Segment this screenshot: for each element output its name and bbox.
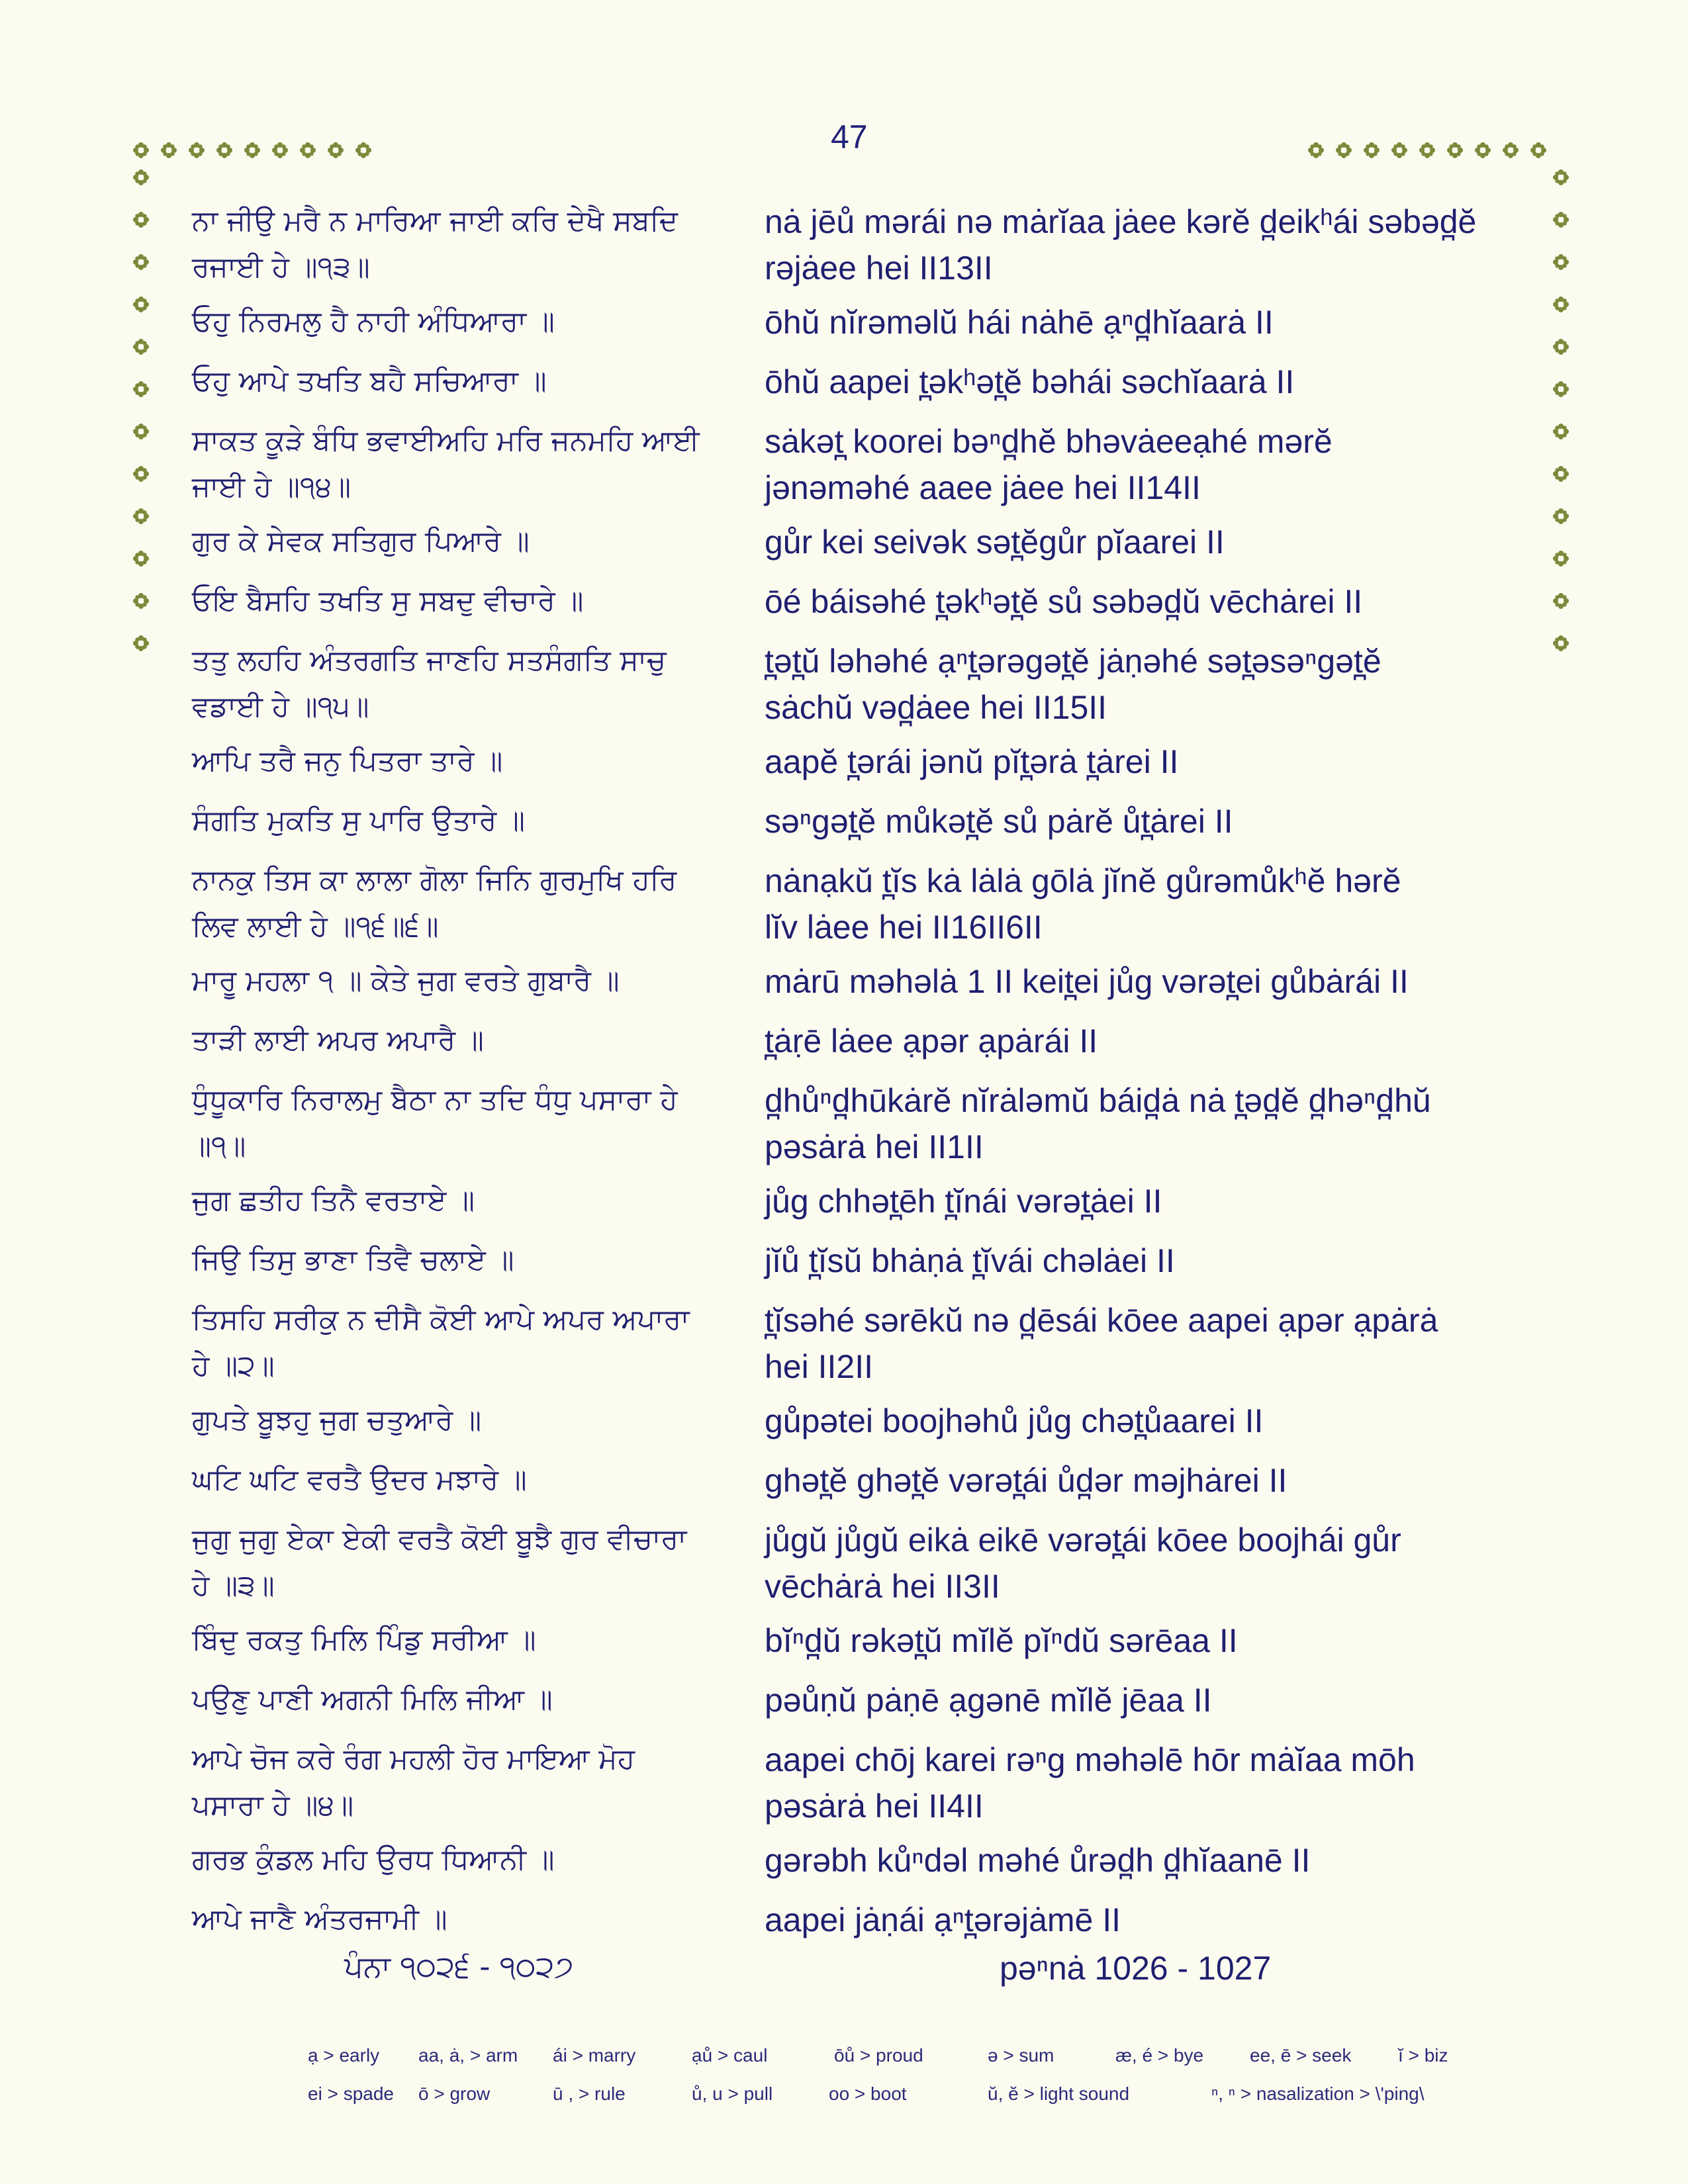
roman-line: lĭv lȧee hei II16II6II (765, 909, 1043, 946)
roman-line: nȧ jēů mərái nə mȧrĭaa jȧee kərĕ d̪eikʰái səbəd̪ĕ (765, 203, 1477, 240)
roman-line: jůg chhət̪ēh t̪ĭnái vərət̪ȧei II (765, 1183, 1162, 1220)
legend-item: æ, é > bye (1115, 2045, 1204, 2066)
roman-line: aapei jȧṇái ạⁿt̪ərəjȧmē II (765, 1901, 1121, 1938)
gurmukhi-line: ਜਾਈ ਹੇ ॥੧੪॥ (192, 471, 352, 504)
gurmukhi-line: ਓਇ ਬੈਸਹਿ ਤਖਤਿ ਸੁ ਸਬਦੁ ਵੀਚਾਰੇ ॥ (192, 584, 584, 617)
roman-line: səⁿgət̪ĕ můkət̪ĕ sů pȧrĕ ůt̪ȧrei II (765, 803, 1233, 840)
gurmukhi-line: ਜਿਉ ਤਿਸੁ ਭਾਣਾ ਤਿਵੈ ਚਲਾਏ ॥ (192, 1244, 514, 1277)
page-number: 47 (831, 118, 868, 156)
roman-line: rəjȧee hei II13II (765, 250, 993, 287)
gurmukhi-line: ਪਸਾਰਾ ਹੇ ॥੪॥ (192, 1789, 354, 1822)
roman-line: jůgŭ jůgŭ eikȧ eikē vərət̪ái kōee boojhái gůr (765, 1522, 1401, 1559)
gurmukhi-line: ਗਰਭ ਕੁੰਡਲ ਮਹਿ ਉਰਧ ਧਿਆਨੀ ॥ (192, 1843, 555, 1876)
legend-item: ạů > caul (692, 2045, 768, 2066)
gurmukhi-line: ਗੁਰ ਕੇ ਸੇਵਕ ਸਤਿਗੁਰ ਪਿਆਰੇ ॥ (192, 525, 530, 558)
legend-item: aa, ȧ, > arm (418, 2045, 518, 2066)
gurmukhi-line: ਬਿੰਦੁ ਰਕਤੁ ਮਿਲਿ ਪਿੰਡੁ ਸਰੀਆ ॥ (192, 1623, 536, 1657)
gurmukhi-line: ਜੁਗ ਛਤੀਹ ਤਿਨੈ ਵਰਤਾਏ ॥ (192, 1184, 475, 1217)
gurmukhi-line: ਸੰਗਤਿ ਮੁਕਤਿ ਸੁ ਪਾਰਿ ਉਤਾਰੇ ॥ (192, 804, 525, 837)
roman-line: ōé báisəhé t̪əkʰət̪ĕ sů səbəd̪ŭ vēchȧrei II (765, 583, 1363, 620)
page-reference-gurmukhi: ਪੰਨਾ ੧੦੨੬ - ੧੦੨੭ (344, 1949, 574, 1984)
gurmukhi-line: ਓਹੁ ਨਿਰਮਲੁ ਹੈ ਨਾਹੀ ਅੰਧਿਆਰਾ ॥ (192, 305, 555, 338)
legend-item: ə > sum (988, 2045, 1055, 2066)
gurmukhi-line: ਓਹੁ ਆਪੇ ਤਖਤਿ ਬਹੈ ਸਚਿਆਰਾ ॥ (192, 365, 547, 398)
roman-line: jənəməhé aaee jȧee hei II14II (765, 469, 1201, 506)
roman-line: jĭů t̪ĭsŭ bhȧṇȧ t̪ĭvái chəlȧei II (765, 1242, 1175, 1279)
roman-line: ōhŭ nĭrəməlŭ hái nȧhē ạⁿd̪hĭaarȧ II (765, 304, 1274, 341)
gurmukhi-line: ਤਾੜੀ ਲਾਈ ਅਪਰ ਅਪਾਰੈ ॥ (192, 1024, 484, 1057)
roman-line: sȧkət̪ koorei bəⁿd̪hĕ bhəvȧeeạhé mərĕ (765, 423, 1333, 460)
legend-item: ái > marry (553, 2045, 636, 2066)
gurmukhi-line: ॥੧॥ (192, 1130, 246, 1163)
roman-line: pəsȧrȧ hei II1II (765, 1128, 984, 1165)
legend-item: ạ > early (308, 2045, 380, 2066)
roman-line: aapei chōj karei rəⁿg məhəlē hōr mȧĭaa mōh (765, 1741, 1415, 1778)
roman-line: pəsȧrȧ hei II4II (765, 1788, 984, 1825)
roman-line: gůpətei boojhəhů jůg chət̪ůaarei II (765, 1402, 1264, 1439)
gurmukhi-line: ਤਤੁ ਲਹਹਿ ਅੰਤਰਗਤਿ ਜਾਣਹਿ ਸਤਸੰਗਤਿ ਸਾਚੁ (192, 644, 667, 677)
page-reference-roman: pəⁿnȧ 1026 - 1027 (1000, 1950, 1272, 1987)
roman-line: ōhŭ aapei t̪əkʰət̪ĕ bəhái səchĭaarȧ II (765, 363, 1295, 400)
gurmukhi-line: ਗੁਪਤੇ ਬੂਝਹੁ ਜੁਗ ਚਤੁਆਰੇ ॥ (192, 1404, 482, 1437)
gurmukhi-line: ਧੁੰਧੂਕਾਰਿ ਨਿਰਾਲਮੁ ਬੈਠਾ ਨਾ ਤਦਿ ਧੰਧੁ ਪਸਾਰਾ ਹੇ (192, 1083, 678, 1116)
roman-line: gərəbh kůⁿdəl məhé ůrəd̪h d̪hĭaanē II (765, 1842, 1311, 1879)
roman-line: bĭⁿd̪ŭ rəkət̪ŭ mĭlĕ pĭⁿdŭ sərēaa II (765, 1622, 1238, 1659)
legend-item: ĭ > biz (1398, 2045, 1448, 2066)
roman-line: aapĕ t̪ərái jənŭ pĭt̪ərȧ t̪ȧrei II (765, 743, 1179, 780)
legend-item: ů, u > pull (692, 2083, 773, 2104)
gurmukhi-line: ਨਾਨਕੁ ਤਿਸ ਕਾ ਲਾਲਾ ਗੋਲਾ ਜਿਨਿ ਗੁਰਮੁਖਿ ਹਰਿ (192, 864, 677, 897)
legend-item: ū , > rule (553, 2083, 626, 2104)
legend-item: ō > grow (418, 2083, 491, 2104)
roman-line: nȧnạkŭ t̪ĭs kȧ lȧlȧ gōlȧ jĭnĕ gůrəmůkʰĕ hərĕ (765, 862, 1401, 899)
roman-line: ghət̪ĕ ghət̪ĕ vərət̪ái ůd̪ər məjhȧrei II (765, 1462, 1288, 1499)
gurmukhi-line: ਆਪੇ ਜਾਣੈ ਅੰਤਰਜਾਮੀ ॥ (192, 1903, 447, 1936)
roman-line: d̪hůⁿd̪hūkȧrĕ nĭrȧləmŭ báid̪ȧ nȧ t̪əd̪ĕ d̪həⁿd̪hŭ (765, 1082, 1431, 1119)
roman-line: pəůṇŭ pȧṇē ạgənē mĭlĕ jēaa II (765, 1682, 1212, 1719)
gurmukhi-line: ਹੇ ॥੩॥ (192, 1569, 275, 1602)
gurmukhi-line: ਆਪੇ ਚੋਜ ਕਰੇ ਰੰਗ ਮਹਲੀ ਹੋਰ ਮਾਇਆ ਮੋਹ (192, 1743, 635, 1776)
gurmukhi-line: ਰਜਾਈ ਹੇ ॥੧੩॥ (192, 251, 370, 284)
legend-item: ōů > proud (834, 2045, 923, 2066)
roman-line: mȧrū məhəlȧ 1 II keit̪ei jůg vərət̪ei gůbȧrái II (765, 963, 1409, 1000)
legend-item: ei > spade (308, 2083, 394, 2104)
legend-item: oo > boot (829, 2083, 907, 2104)
roman-line: t̪ĭsəhé sərēkŭ nə d̪ēsái kōee aapei ạpər ạpȧrȧ (765, 1302, 1438, 1339)
gurmukhi-line: ਘਟਿ ਘਟਿ ਵਰਤੈ ਉਦਰ ਮਝਾਰੇ ॥ (192, 1463, 527, 1496)
legend-item: ŭ, ĕ > light sound (988, 2083, 1130, 2104)
roman-line: sȧchŭ vəd̪ȧee hei II15II (765, 689, 1107, 726)
roman-line: t̪ȧṛē lȧee ạpər ạpȧrái II (765, 1023, 1098, 1060)
legend-item: ee, ē > seek (1250, 2045, 1352, 2066)
gurmukhi-line: ਹੇ ॥੨॥ (192, 1349, 275, 1383)
roman-line: vēchȧrȧ hei II3II (765, 1568, 1000, 1605)
roman-line: gůr kei seivək sət̪ĕgůr pĭaarei II (765, 523, 1225, 561)
legend-item: ⁿ, ⁿ > nasalization > \'ping\ (1211, 2083, 1425, 2104)
gurmukhi-line: ਜੁਗੁ ਜੁਗੁ ਏਕਾ ਏਕੀ ਵਰਤੈ ਕੋਈ ਬੂਝੈ ਗੁਰ ਵੀਚਾਰਾ (192, 1523, 687, 1556)
gurmukhi-line: ਸਾਕਤ ਕੂੜੇ ਬੰਧਿ ਭਵਾਈਅਹਿ ਮਰਿ ਜਨਮਹਿ ਆਈ (192, 424, 700, 457)
gurmukhi-line: ਤਿਸਹਿ ਸਰੀਕੁ ਨ ਦੀਸੈ ਕੋਈ ਆਪੇ ਅਪਰ ਅਪਾਰਾ (192, 1303, 690, 1336)
gurmukhi-line: ਪਉਣੁ ਪਾਣੀ ਅਗਨੀ ਮਿਲਿ ਜੀਆ ॥ (192, 1683, 553, 1716)
gurmukhi-line: ਲਿਵ ਲਾਈ ਹੇ ॥੧੬॥੬॥ (192, 910, 439, 943)
roman-line: hei II2II (765, 1348, 873, 1385)
roman-line: t̪ət̪ŭ ləhəhé ạⁿt̪ərəgət̪ĕ jȧṇəhé sət̪əsəⁿgət̪ĕ (765, 643, 1382, 680)
gurmukhi-line: ਨਾ ਜੀਉ ਮਰੈ ਨ ਮਾਰਿਆ ਜਾਈ ਕਰਿ ਦੇਖੈ ਸਬਦਿ (192, 205, 678, 238)
gurmukhi-line: ਆਪਿ ਤਰੈ ਜਨੁ ਪਿਤਰਾ ਤਾਰੇ ॥ (192, 745, 503, 778)
gurmukhi-line: ਵਡਾਈ ਹੇ ॥੧੫॥ (192, 690, 369, 723)
gurmukhi-line: ਮਾਰੂ ਮਹਲਾ ੧ ॥ ਕੇਤੇ ਜੁਗ ਵਰਤੇ ਗੁਬਾਰੈ ॥ (192, 964, 620, 997)
